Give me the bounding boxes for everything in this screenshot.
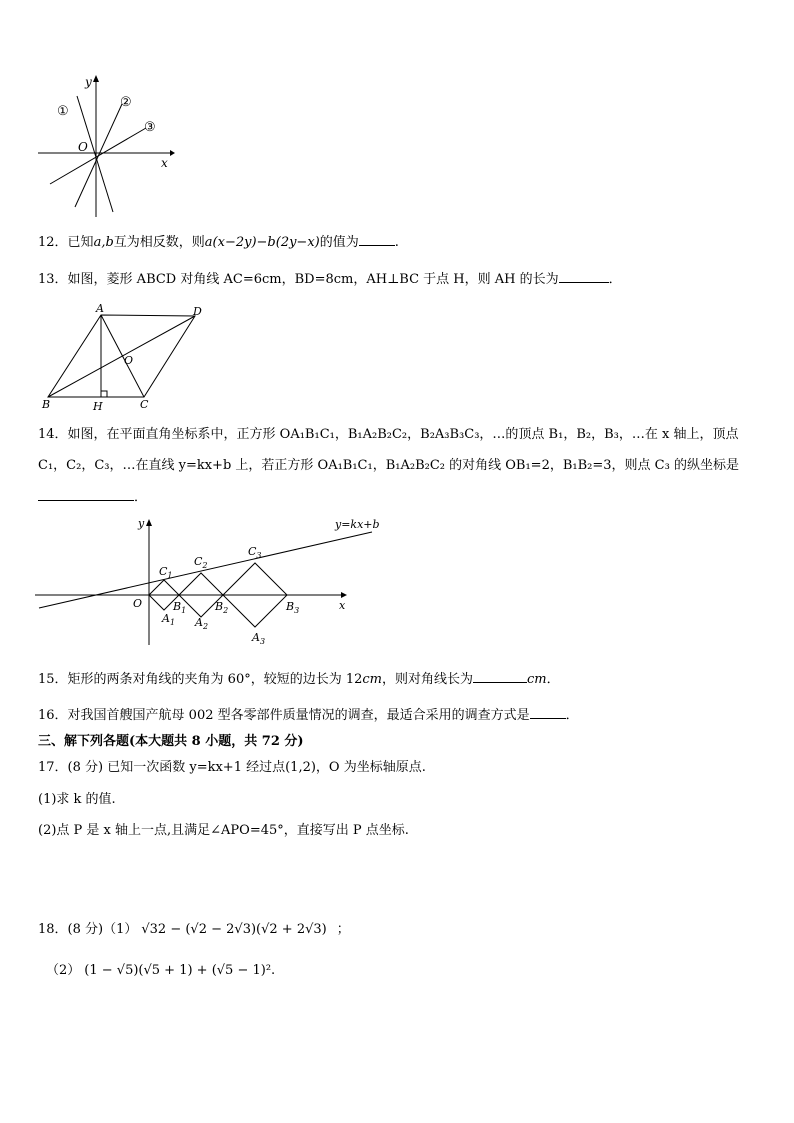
line-label-1: ① — [57, 104, 69, 119]
vars-ab: a,b — [93, 235, 114, 250]
line-label-2: ② — [120, 95, 132, 110]
answer-blank-15[interactable] — [473, 670, 527, 683]
origin-label: O — [133, 597, 143, 610]
expression: a(x−2y)−b(2y−x) — [204, 235, 320, 250]
question-14-line3: ． — [38, 488, 147, 507]
expression-1: √32 − (√2 − 2√3)(√2 + 2√3) — [141, 922, 327, 937]
label-O: O — [124, 354, 134, 367]
label-B1: $B_1$ — [173, 600, 187, 615]
label-B: B — [42, 398, 51, 411]
line-equation: y=kx+b — [335, 518, 380, 531]
expression-2: (1 − √5)(√5 + 1) + (√5 − 1)² — [84, 963, 272, 978]
question-13: 13．如图，菱形 ABCD 对角线 AC=6cm，BD=8cm，AH⊥BC 于点 H，则 AH 的长为 ． — [38, 272, 622, 287]
y-axis-label: y — [85, 75, 92, 89]
question-14-line2: C₁，C₂，C₃，…在直线 y=kx+b 上，若正方形 OA₁B₁C₁，B₁A₂B₂C₂ 的对角线 OB₁=2，B₁B₂=3，则点 C₃ 的纵坐标是 — [38, 458, 739, 473]
rhombus-figure — [38, 300, 213, 418]
question-18-part1: 18．(8 分)（1） √32 − (√2 − 2√3)(√2 + 2√3) ； — [38, 922, 350, 937]
answer-blank-12[interactable] — [359, 233, 395, 246]
origin-label: O — [78, 140, 88, 154]
label-A: A — [96, 302, 104, 315]
line-label-3: ③ — [144, 120, 156, 135]
question-12: 12．已知a,b互为相反数，则a(x−2y)−b(2y−x)的值为 . — [38, 235, 399, 250]
y-axis-label: y — [138, 517, 145, 530]
label-A3: $A_3$ — [252, 631, 266, 646]
question-16: 16．对我国首艘国产航母 002 型各零部件质量情况的调查，最适合采用的调查方式是 ． — [38, 708, 579, 723]
answer-blank-14[interactable] — [38, 488, 134, 501]
label-B2: $B_2$ — [215, 600, 229, 615]
question-17-part1: (1)求 k 的值. — [38, 792, 116, 807]
question-17-head: 17．(8 分) 已知一次函数 y=kx+1 经过点(1,2)，O 为坐标轴原点. — [38, 760, 426, 775]
label-D: D — [193, 305, 202, 318]
label-H: H — [93, 400, 103, 413]
answer-blank-16[interactable] — [530, 706, 566, 719]
question-17-part2: (2)点 P 是 x 轴上一点,且满足∠APO=45°，直接写出 P 点坐标. — [38, 823, 409, 838]
label-C1: $C_1$ — [159, 565, 173, 580]
x-axis-label: x — [339, 599, 346, 612]
answer-blank-13[interactable] — [559, 270, 609, 283]
top-axes-figure — [35, 72, 175, 222]
section-3-heading: 三、解下列各题(本大题共 8 小题，共 72 分) — [38, 734, 304, 749]
question-18-part2: （2） (1 − √5)(√5 + 1) + (√5 − 1)². — [46, 963, 276, 978]
label-B3: $B_3$ — [286, 600, 300, 615]
label-A2: $A_2$ — [195, 616, 209, 631]
label-C2: $C_2$ — [194, 555, 208, 570]
question-15: 15．矩形的两条对角线的夹角为 60°，较短的边长为 12cm，则对角线长为 cm． — [38, 672, 560, 687]
question-14-line1: 14．如图，在平面直角坐标系中，正方形 OA₁B₁C₁，B₁A₂B₂C₂，B₂A₃B₃C₃，…的顶点 B₁，B₂，B₃，…在 x 轴上，顶点 — [38, 427, 739, 442]
label-C: C — [140, 398, 149, 411]
squares-figure — [35, 512, 395, 652]
label-A1: $A_1$ — [162, 612, 176, 627]
label-C3: $C_3$ — [248, 545, 262, 560]
x-axis-label: x — [161, 156, 168, 170]
